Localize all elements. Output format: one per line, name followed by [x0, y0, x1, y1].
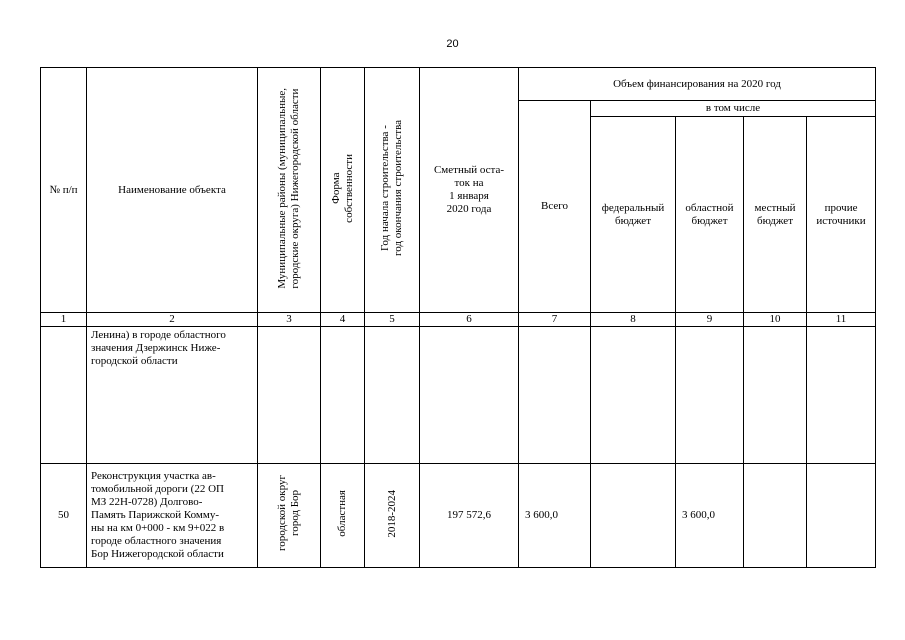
- row-balance: 197 572,6: [420, 464, 519, 568]
- row-years: 2018-2024: [365, 464, 420, 568]
- page-number: 20: [446, 38, 459, 50]
- header-federal: федеральный бюджет: [591, 117, 676, 313]
- header-ownership: Форма собственности: [321, 68, 365, 313]
- row-num: 50: [41, 464, 87, 568]
- row-local: [744, 327, 807, 464]
- header-including: в том числе: [591, 101, 876, 117]
- row-district: городской округ город Бор: [258, 464, 321, 568]
- header-financing: Объем финансирования на 2020 год: [519, 68, 876, 101]
- row-other: [807, 464, 876, 568]
- header-num: № п/п: [41, 68, 87, 313]
- column-number: 4: [321, 313, 365, 327]
- column-number: 11: [807, 313, 876, 327]
- column-number: 5: [365, 313, 420, 327]
- header-other: прочие источники: [807, 117, 876, 313]
- column-number: 2: [87, 313, 258, 327]
- header-row-1: [41, 68, 876, 101]
- row-total: 3 600,0: [519, 464, 591, 568]
- row-regional: 3 600,0: [676, 464, 744, 568]
- header-object-name: Наименование объекта: [87, 68, 258, 313]
- table-row: [41, 327, 876, 464]
- row-object-name: Ленина) в городе областного значения Дзержинск Ниже- городской области: [87, 327, 258, 464]
- row-years: [365, 327, 420, 464]
- row-total: [519, 327, 591, 464]
- column-number: 9: [676, 313, 744, 327]
- column-number: 8: [591, 313, 676, 327]
- header-total: Всего: [519, 101, 591, 313]
- row-regional: [676, 327, 744, 464]
- row-local: [744, 464, 807, 568]
- row-balance: [420, 327, 519, 464]
- header-district: Муниципальные районы (муниципальные, городские округа) Нижегородской области: [258, 68, 321, 313]
- column-number: 1: [41, 313, 87, 327]
- column-number: 6: [420, 313, 519, 327]
- row-other: [807, 327, 876, 464]
- row-object-name: Реконструкция участка ав- томобильной дороги (22 ОП МЗ 22Н-0728) Долгово- Память Парижской Комму- ны на км 0+000 - км 9+022 в городе областного значения Бор Нижегородской области: [87, 464, 258, 568]
- row-federal: [591, 464, 676, 568]
- row-num: [41, 327, 87, 464]
- row-ownership: областная: [321, 464, 365, 568]
- header-local: местный бюджет: [744, 117, 807, 313]
- row-district: [258, 327, 321, 464]
- financing-table: [40, 67, 876, 568]
- header-regional: областной бюджет: [676, 117, 744, 313]
- header-balance: Сметный оста- ток на 1 января 2020 года: [420, 68, 519, 313]
- table-row: [41, 464, 876, 568]
- column-number: 3: [258, 313, 321, 327]
- column-number-row: [41, 313, 876, 327]
- row-ownership: [321, 327, 365, 464]
- header-years: Год начала строительства - год окончания строительства: [365, 68, 420, 313]
- column-number: 10: [744, 313, 807, 327]
- row-federal: [591, 327, 676, 464]
- column-number: 7: [519, 313, 591, 327]
